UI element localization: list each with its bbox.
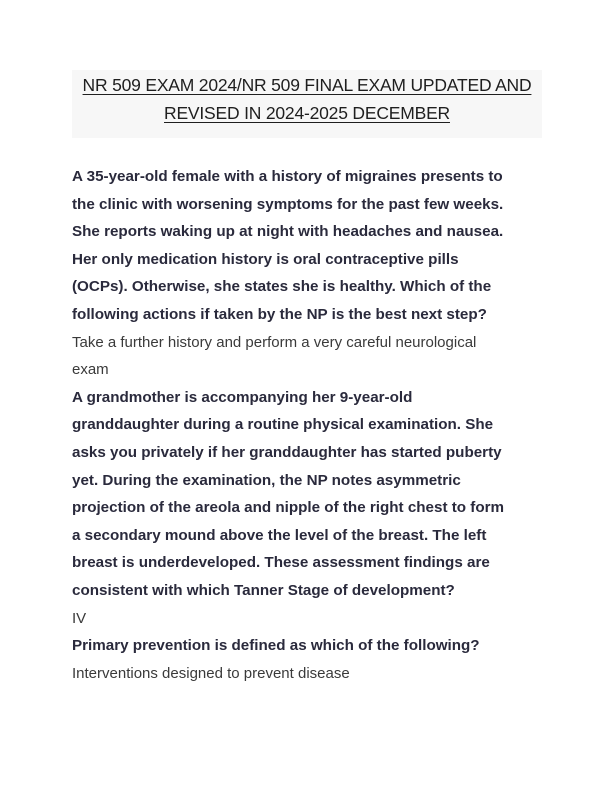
qa-item-2 — [72, 384, 542, 632]
question-line: a secondary mound above the level of the breast. The left — [72, 526, 487, 544]
question-line: consistent with which Tanner Stage of development? — [72, 581, 455, 599]
answer-line: Interventions designed to prevent disease — [72, 664, 350, 682]
qa-item-3 — [72, 632, 542, 687]
document-title — [72, 70, 542, 138]
question-line: the clinic with worsening symptoms for the past few weeks. — [72, 195, 504, 213]
question-text — [72, 632, 542, 660]
question-line: Her only medication history is oral contraceptive pills — [72, 250, 459, 268]
document-body — [72, 163, 542, 687]
answer-line: exam — [72, 361, 109, 379]
question-line: She reports waking up at night with headaches and nausea. — [72, 223, 504, 241]
answer-text — [72, 660, 542, 688]
question-line: A 35-year-old female with a history of migraines presents to — [72, 168, 503, 185]
question-line: A grandmother is accompanying her 9-year-old — [72, 388, 413, 406]
question-line: Primary prevention is defined as which of the following? — [72, 637, 480, 655]
title-line-2: REVISED IN 2024-2025 DECEMBER — [164, 103, 450, 123]
question-line: asks you privately if her granddaughter has started puberty — [72, 443, 502, 461]
question-line: following actions if taken by the NP is the best next step? — [72, 305, 487, 323]
question-line: breast is underdeveloped. These assessment findings are — [72, 554, 490, 572]
question-line: (OCPs). Otherwise, she states she is healthy. Which of the — [72, 278, 492, 296]
answer-line: IV — [72, 609, 87, 627]
title-line-1: NR 509 EXAM 2024/NR 509 FINAL EXAM UPDATED AND — [82, 75, 532, 95]
question-text — [72, 163, 542, 329]
question-line: granddaughter during a routine physical examination. She — [72, 416, 494, 434]
qa-item-1 — [72, 163, 542, 384]
answer-line: Take a further history and perform a very careful neurological — [72, 333, 477, 351]
question-line: projection of the areola and nipple of the right chest to form — [72, 499, 505, 517]
answer-text — [72, 605, 542, 633]
question-line: yet. During the examination, the NP notes asymmetric — [72, 471, 461, 489]
answer-text — [72, 329, 542, 384]
question-text — [72, 384, 542, 605]
